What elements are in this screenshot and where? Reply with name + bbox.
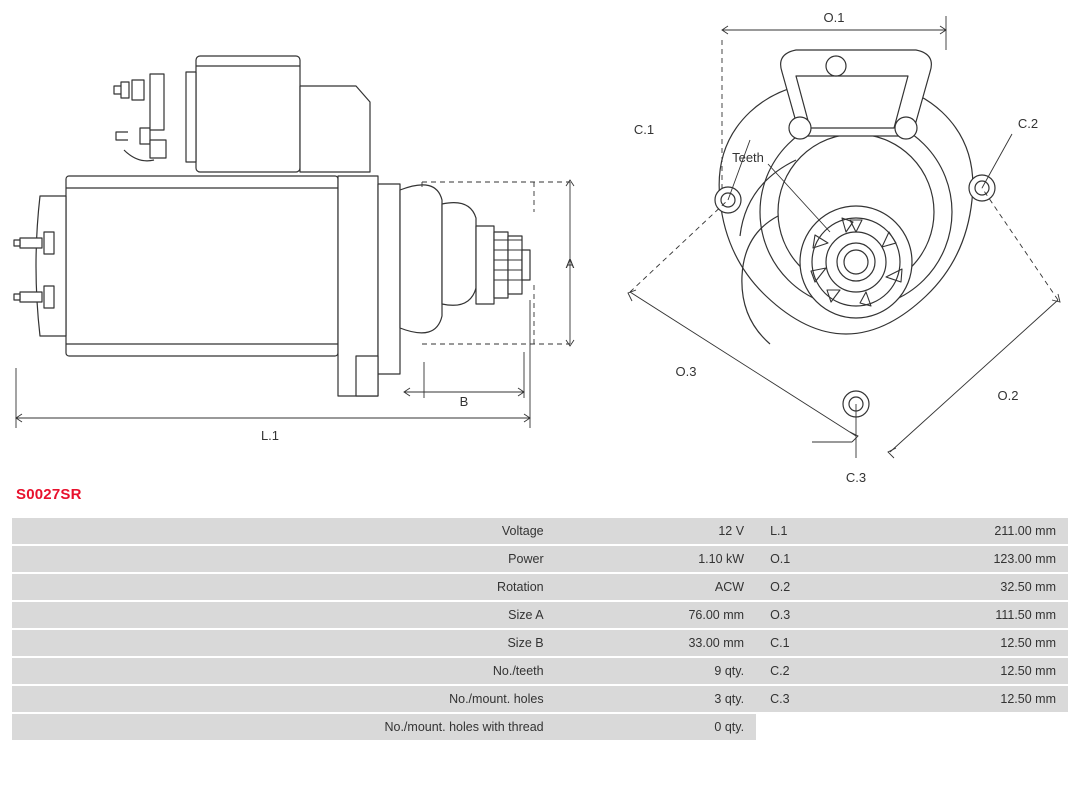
dim-label: O.1 xyxy=(756,546,840,572)
dimension-label-c1: C.1 xyxy=(633,122,655,137)
spec-value: 76.00 mm xyxy=(556,602,756,628)
dimension-label-o1: O.1 xyxy=(823,10,845,25)
spec-label: No./mount. holes with thread xyxy=(12,714,556,740)
dim-label: L.1 xyxy=(756,518,840,544)
dim-label: C.3 xyxy=(756,686,840,712)
dimension-label-l1: L.1 xyxy=(260,428,280,443)
specifications-body xyxy=(12,518,1068,740)
dim-value: 12.50 mm xyxy=(840,658,1068,684)
dim-label: C.2 xyxy=(756,658,840,684)
part-number: S0027SR xyxy=(16,486,82,503)
dimension-label-b: B xyxy=(459,394,469,409)
table-row xyxy=(12,546,1068,572)
specifications-table xyxy=(12,516,1068,742)
spec-value: ACW xyxy=(556,574,756,600)
spec-label: Power xyxy=(12,546,556,572)
starter-front-view xyxy=(600,0,1080,485)
dim-value-empty xyxy=(840,714,1068,740)
dim-value: 111.50 mm xyxy=(840,602,1068,628)
dim-value: 12.50 mm xyxy=(840,686,1068,712)
dimension-label-o3: O.3 xyxy=(675,364,697,379)
spec-value: 9 qty. xyxy=(556,658,756,684)
dim-value: 32.50 mm xyxy=(840,574,1068,600)
table-row xyxy=(12,518,1068,544)
starter-side-view xyxy=(0,0,620,470)
spec-label: Voltage xyxy=(12,518,556,544)
dim-label-empty xyxy=(756,714,840,740)
spec-label: No./teeth xyxy=(12,658,556,684)
dim-value: 211.00 mm xyxy=(840,518,1068,544)
spec-value: 33.00 mm xyxy=(556,630,756,656)
spec-value: 1.10 kW xyxy=(556,546,756,572)
table-row xyxy=(12,714,1068,740)
callout-teeth: Teeth xyxy=(732,150,764,165)
dim-value: 123.00 mm xyxy=(840,546,1068,572)
dimension-label-c2: C.2 xyxy=(1017,116,1039,131)
spec-value: 12 V xyxy=(556,518,756,544)
spec-label: Size B xyxy=(12,630,556,656)
spec-value: 3 qty. xyxy=(556,686,756,712)
spec-label: No./mount. holes xyxy=(12,686,556,712)
table-row xyxy=(12,574,1068,600)
dimension-label-a: A xyxy=(565,256,575,271)
spec-label: Size A xyxy=(12,602,556,628)
spec-label: Rotation xyxy=(12,574,556,600)
table-row xyxy=(12,658,1068,684)
dimension-label-c3: C.3 xyxy=(845,470,867,485)
table-row xyxy=(12,602,1068,628)
dimension-label-o2: O.2 xyxy=(997,388,1019,403)
spec-value: 0 qty. xyxy=(556,714,756,740)
dim-label: C.1 xyxy=(756,630,840,656)
table-row xyxy=(12,630,1068,656)
table-row xyxy=(12,686,1068,712)
dim-value: 12.50 mm xyxy=(840,630,1068,656)
dim-label: O.3 xyxy=(756,602,840,628)
dim-label: O.2 xyxy=(756,574,840,600)
